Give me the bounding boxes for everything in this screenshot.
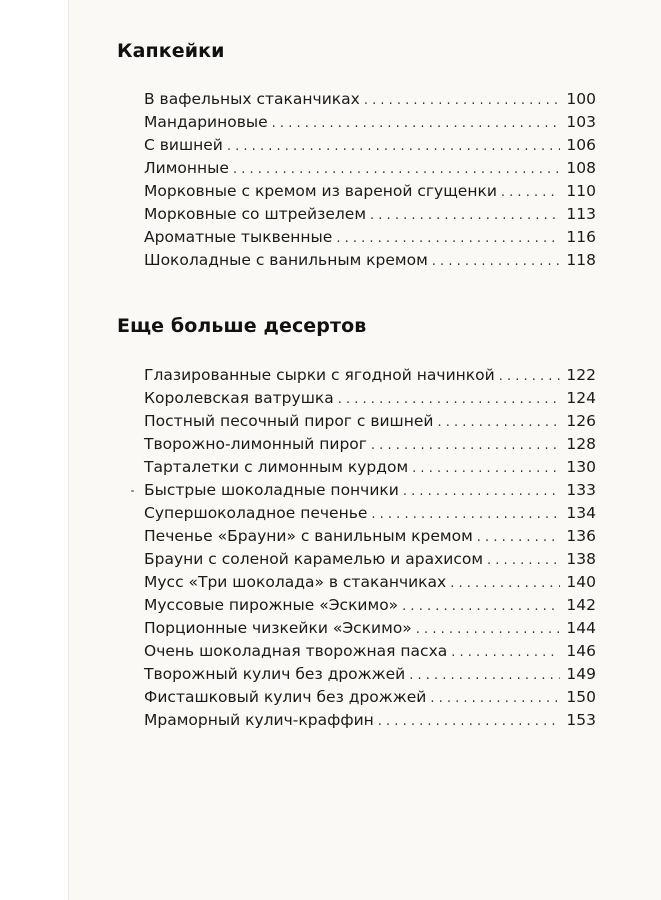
toc-leader-dots — [402, 595, 560, 618]
toc-entry-page-number: 133 — [566, 481, 596, 499]
toc-leader-dots — [371, 434, 560, 457]
toc-entry-page-number: 128 — [566, 435, 596, 453]
toc-entry — [144, 548, 596, 571]
toc-leader-dots — [450, 572, 560, 595]
toc-entry — [144, 456, 596, 479]
toc-leader-dots — [364, 89, 560, 112]
toc-entry-page-number: 138 — [566, 550, 596, 568]
toc-leader-dots — [501, 181, 560, 204]
toc-entry-title: Печенье «Брауни» с ванильным кремом — [144, 527, 473, 545]
toc-entry — [144, 686, 596, 709]
toc-entry-title: Мраморный кулич-краффин — [144, 711, 374, 729]
toc-entry-title: Глазированные сырки с ягодной начинкой — [144, 366, 495, 384]
toc-entry-title: Морковные с кремом из вареной сгущенки — [144, 182, 497, 200]
toc-entry-title: Очень шоколадная творожная пасха — [144, 642, 448, 660]
toc-entry-title: Ароматные тыквенные — [144, 228, 333, 246]
toc-entry-page-number: 149 — [566, 665, 596, 683]
toc-leader-dots — [437, 411, 560, 434]
toc-leader-dots — [432, 250, 560, 273]
toc-entry-title: Шоколадные с ванильным кремом — [144, 251, 428, 269]
toc-entry-page-number: 140 — [566, 573, 596, 591]
toc-entry — [144, 249, 596, 272]
toc-entry-title: Мандариновые — [144, 113, 268, 131]
toc-entry-page-number: 122 — [566, 366, 596, 384]
toc-entry-title: Брауни с соленой карамелью и арахисом — [144, 550, 484, 568]
toc-list-cupcakes — [144, 88, 596, 272]
toc-entry-page-number: 153 — [566, 711, 596, 729]
toc-leader-dots — [336, 227, 560, 250]
toc-entry — [144, 387, 596, 410]
toc-entry-page-number: 134 — [566, 504, 596, 522]
toc-entry-title: Мусс «Три шоколада» в стаканчиках — [144, 573, 447, 591]
toc-leader-dots — [451, 641, 560, 664]
toc-entry-title: Лимонные — [144, 159, 229, 177]
toc-entry-page-number: 118 — [566, 251, 596, 269]
toc-entry — [144, 364, 596, 387]
toc-leader-dots — [416, 618, 560, 641]
toc-entry — [144, 134, 596, 157]
toc-entry-title: Супершоколадное печенье — [144, 504, 368, 522]
toc-entry-page-number: 136 — [566, 527, 596, 545]
toc-leader-dots — [430, 687, 560, 710]
toc-entry-page-number: 110 — [566, 182, 596, 200]
toc-entry — [144, 433, 596, 456]
toc-entry-title: Королевская ватрушка — [144, 389, 334, 407]
toc-entry-page-number: 103 — [566, 113, 596, 131]
toc-entry-page-number: 108 — [566, 159, 596, 177]
toc-entry-title: Морковные со штрейзелем — [144, 205, 367, 223]
toc-leader-dots — [338, 388, 560, 411]
toc-entry-title: Тарталетки с лимонным курдом — [144, 458, 409, 476]
toc-entry-page-number: 124 — [566, 389, 596, 407]
toc-leader-dots — [378, 710, 560, 733]
toc-entry — [144, 479, 596, 502]
toc-entry-title: Муссовые пирожные «Эскимо» — [144, 596, 399, 614]
toc-entry-page-number: 106 — [566, 136, 596, 154]
toc-leader-dots — [272, 112, 560, 135]
toc-leader-dots — [499, 365, 560, 388]
toc-entry-page-number: 126 — [566, 412, 596, 430]
toc-entry-title: Фисташковый кулич без дрожжей — [144, 688, 427, 706]
toc-entry-title: Творожный кулич без дрожжей — [144, 665, 406, 683]
toc-leader-dots — [227, 135, 560, 158]
toc-entry — [144, 709, 596, 732]
toc-entry-title: С вишней — [144, 136, 223, 154]
toc-entry — [144, 525, 596, 548]
toc-entry-page-number: 100 — [566, 90, 596, 108]
toc-leader-dots — [412, 457, 560, 480]
toc-entry-title: Творожно-лимонный пирог — [144, 435, 367, 453]
toc-entry — [144, 203, 596, 226]
toc-entry-page-number: 146 — [566, 642, 596, 660]
print-speck — [131, 490, 134, 492]
toc-entry-title: В вафельных стаканчиках — [144, 90, 360, 108]
toc-leader-dots — [371, 503, 560, 526]
toc-entry-title: Быстрые шоколадные пончики — [144, 481, 399, 499]
toc-entry-title: Постный песочный пирог с вишней — [144, 412, 434, 430]
toc-leader-dots — [233, 158, 560, 181]
toc-leader-dots — [409, 664, 560, 687]
toc-entry — [144, 157, 596, 180]
toc-entry — [144, 410, 596, 433]
section-title-more-desserts: Еще больше десертов — [117, 315, 367, 337]
toc-entry — [144, 111, 596, 134]
toc-entry-page-number: 113 — [566, 205, 596, 223]
toc-entry — [144, 640, 596, 663]
toc-entry — [144, 571, 596, 594]
toc-entry-page-number: 116 — [566, 228, 596, 246]
toc-entry — [144, 502, 596, 525]
toc-entry-page-number: 150 — [566, 688, 596, 706]
section-title-cupcakes: Капкейки — [117, 40, 225, 62]
toc-leader-dots — [403, 480, 560, 503]
toc-entry — [144, 663, 596, 686]
toc-entry — [144, 226, 596, 249]
toc-leader-dots — [370, 204, 560, 227]
toc-entry — [144, 180, 596, 203]
toc-entry-page-number: 142 — [566, 596, 596, 614]
toc-leader-dots — [487, 549, 560, 572]
toc-leader-dots — [477, 526, 560, 549]
toc-entry-page-number: 130 — [566, 458, 596, 476]
toc-entry — [144, 594, 596, 617]
toc-entry-title: Порционные чизкейки «Эскимо» — [144, 619, 412, 637]
toc-entry-page-number: 144 — [566, 619, 596, 637]
toc-entry — [144, 617, 596, 640]
toc-list-more-desserts — [144, 364, 596, 732]
toc-entry — [144, 88, 596, 111]
